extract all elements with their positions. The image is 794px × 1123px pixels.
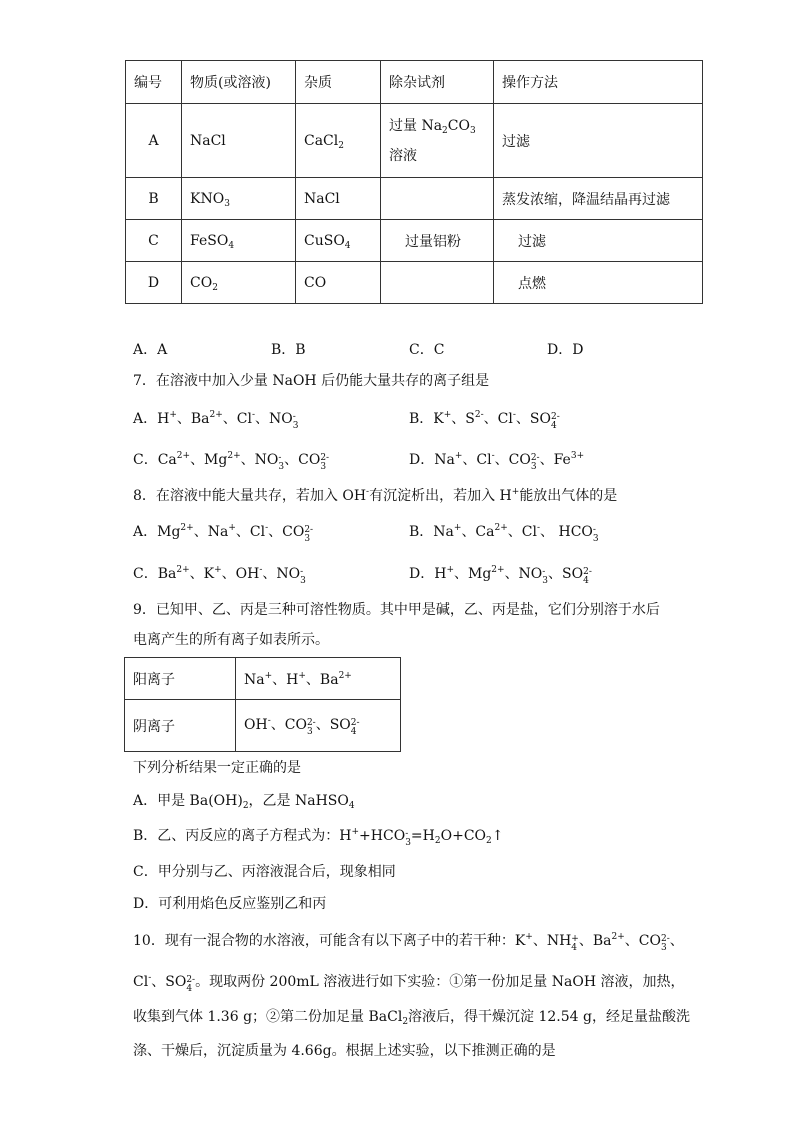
header-substance: 物质(或溶液) [182,61,296,104]
row-num: C [126,220,182,262]
row-impurity: CO [296,262,381,304]
table-row [126,262,703,304]
row-num: A [126,104,182,178]
header-impurity: 杂质 [296,61,381,104]
q10-stem-line3: 收集到气体 1.36 g；②第二份加足量 BaCl$_2$溶液后，得干燥沉淀 12.54 g，经足量盐酸洗 [133,1009,690,1027]
q10-stem-line2: Cl-、SO 2- 4 。现取两份 200mL 溶液进行如下实验：①第一份加足量 NaOH 溶液，加热， [133,973,685,994]
table-row [126,104,703,178]
row-substance: $CO_2$ [182,262,296,304]
q7-option-c[interactable]: C．$Ca^{2+}$、$Mg^{2+}$、NO - 3 、CO 2- 3 [133,451,330,472]
q10-stem-line4: 涤、干燥后，沉淀质量为 4.66g。根据上述实验，以下推测正确的是 [133,1043,556,1059]
ion-table [124,657,401,752]
q7-option-a[interactable]: A．H+、$Ba^{2+}$、Cl-、NO - 3 [133,410,299,431]
table-row [125,700,401,752]
q6-option-d[interactable]: D．D [547,342,584,358]
header-method: 操作方法 [494,61,703,104]
q8-option-d[interactable]: D．H+、$Mg^{2+}$、NO - 3 、SO 2- 4 [409,565,592,586]
row-impurity: CuSO$_4$ [296,220,381,262]
q9-option-d[interactable]: D．可利用焰色反应鉴别乙和丙 [133,896,327,912]
q9-option-c[interactable]: C．甲分别与乙、丙溶液混合后，现象相同 [133,864,396,880]
header-num: 编号 [126,61,182,104]
row-num: B [126,178,182,220]
row-reagent: 过量 $Na_2CO_3$ 溶液 [381,104,494,178]
q7-option-b[interactable]: B．K+、$S^{2-}$、Cl-、SO 2- 4 [409,410,560,431]
cation-label: 阳离子 [125,658,236,700]
table-row [126,220,703,262]
q6-option-c[interactable]: C．C [409,342,445,358]
q8-option-b[interactable]: B．Na+、$Ca^{2+}$、Cl-、 HCO - 3 [409,523,599,544]
row-method: 过滤 [494,220,703,262]
q9-option-b[interactable]: B．乙、丙反应的离子方程式为：H++HCO - 3 $=H_2O+CO_2↑$ [133,827,504,848]
table-row [125,658,401,700]
row-method: 过滤 [494,104,703,178]
q7-option-d[interactable]: D．Na+、Cl-、CO 2- 3 、$Fe^{3+}$ [409,451,585,472]
q8-option-c[interactable]: C．$Ba^{2+}$、K+、OH-、NO - 3 [133,565,306,586]
row-reagent [381,262,494,304]
row-impurity: NaCl [296,178,381,220]
q9-stem-line1: 9．已知甲、乙、丙是三种可溶性物质。其中甲是碱，乙、丙是盐，它们分别溶于水后 [133,602,660,618]
header-reagent: 除杂试剂 [381,61,494,104]
q6-option-b[interactable]: B．B [271,342,306,358]
q9-option-a[interactable]: A．甲是 $Ba(OH)_2$，乙是 NaHSO$_4$ [133,793,355,811]
row-reagent: 过量铝粉 [381,220,494,262]
q6-option-a[interactable]: A．A [133,342,168,358]
q8-option-a[interactable]: A．$Mg^{2+}$、Na+、Cl-、CO 2- 3 [133,523,314,544]
cation-list: Na+、H+、$Ba^{2+}$ [236,658,401,700]
table-header-row [126,61,703,104]
q10-stem-line1: 10．现有一混合物的水溶液，可能含有以下离子中的若干种：K+、NH + 4 、$Ba^{2+}$、CO 2- 3 、 [133,932,684,953]
row-substance: $KNO_3$ [182,178,296,220]
impurity-removal-table [125,60,703,304]
row-impurity: CaCl$_2$ [296,104,381,178]
row-reagent [381,178,494,220]
q7-stem: 7．在溶液中加入少量 NaOH 后仍能大量共存的离子组是 [133,373,490,389]
row-method: 蒸发浓缩，降温结晶再过滤 [494,178,703,220]
q9-question: 下列分析结果一定正确的是 [133,760,301,776]
anion-list: OH-、CO 2- 3 、SO 2- 4 [236,700,401,752]
q9-stem-line2: 电离产生的所有离子如表所示。 [133,632,329,648]
row-substance: FeSO$_4$ [182,220,296,262]
q8-stem: 8．在溶液中能大量共存，若加入 OH-有沉淀析出，若加入 H+能放出气体的是 [133,487,618,504]
anion-label: 阴离子 [125,700,236,752]
row-method: 点燃 [494,262,703,304]
row-num: D [126,262,182,304]
row-substance: NaCl [182,104,296,178]
table-row [126,178,703,220]
